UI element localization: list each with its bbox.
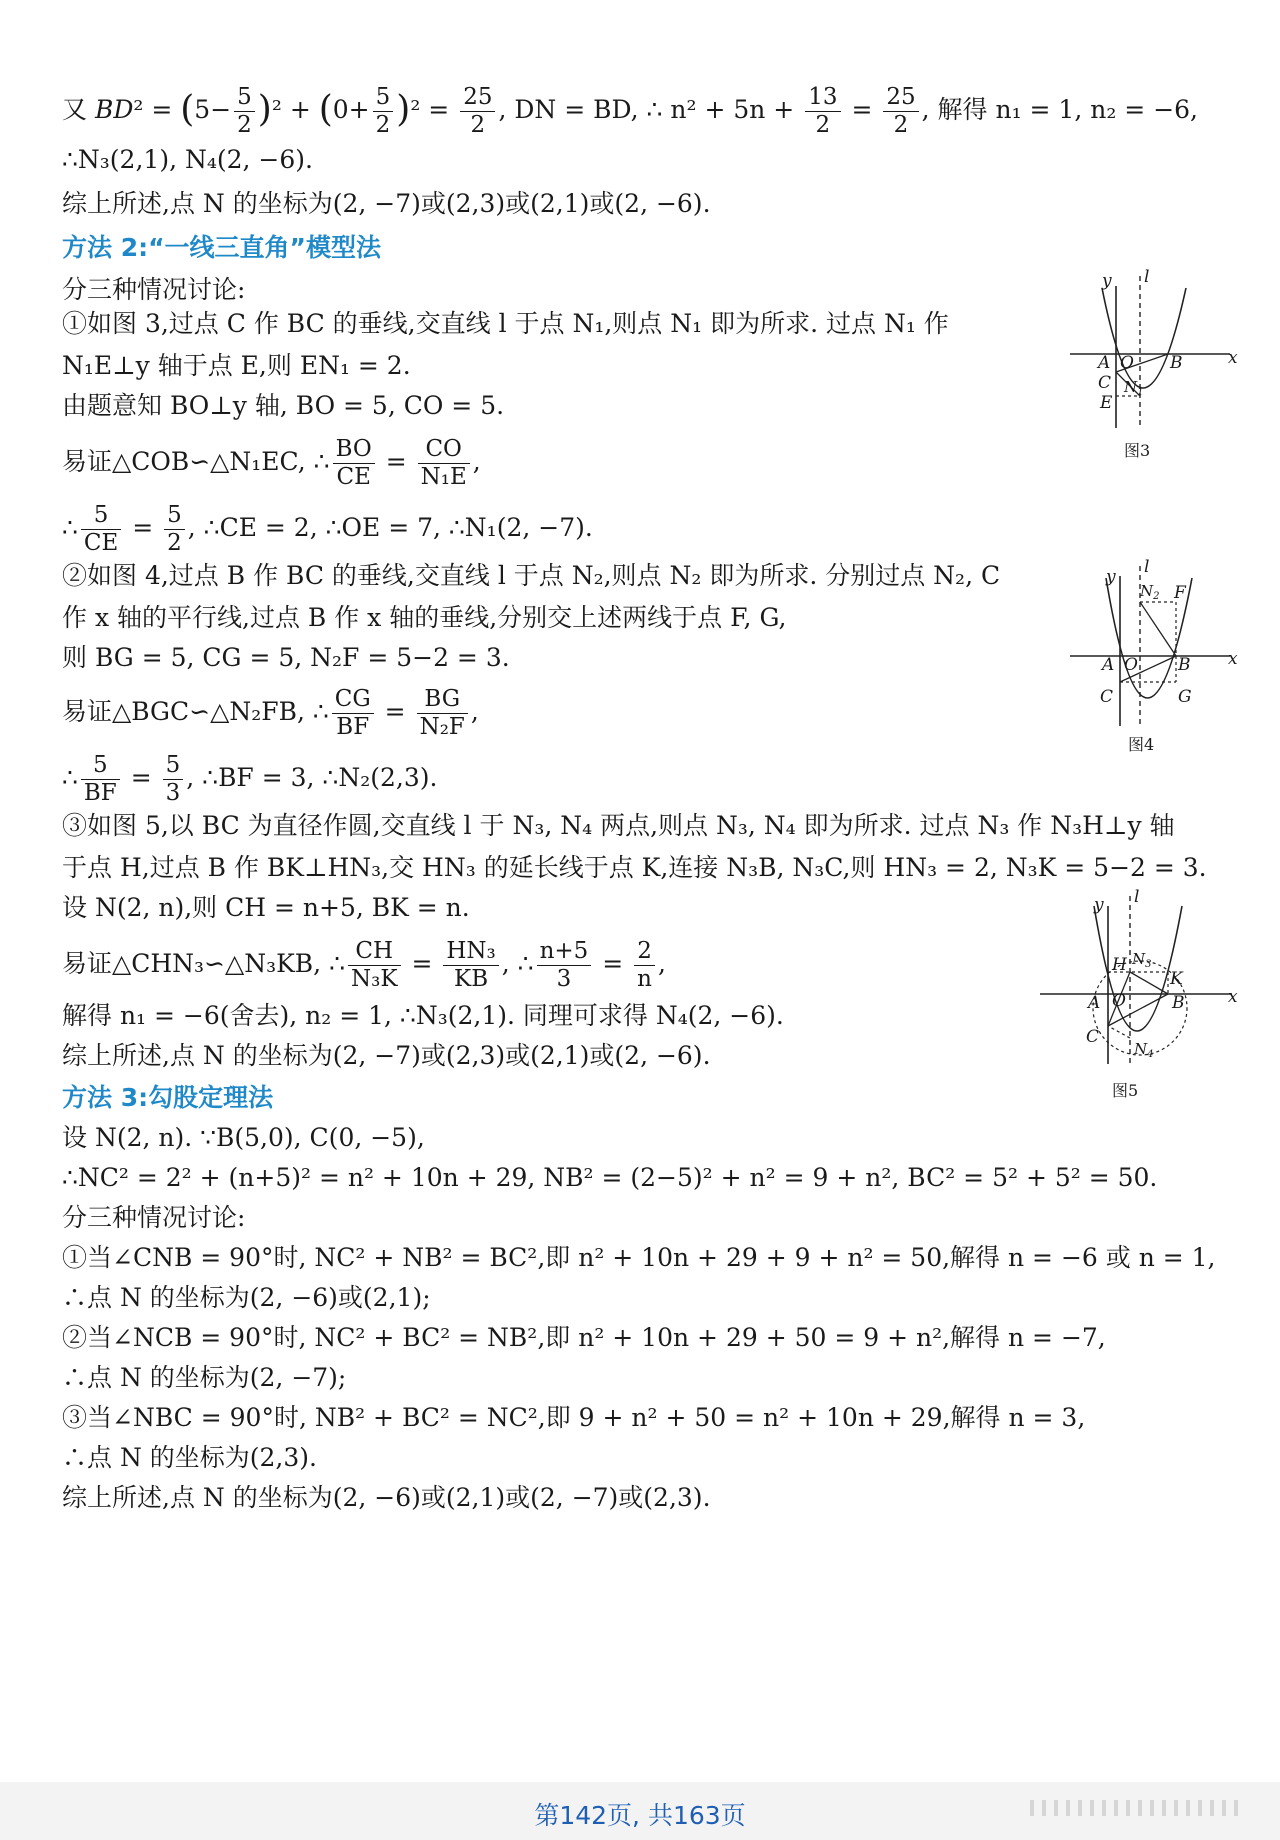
label-n2: $N_2$ (1140, 582, 1160, 602)
label-f: F (1174, 583, 1186, 603)
text-line: 分三种情况讨论: (62, 1203, 246, 1232)
figure-5 (1036, 886, 1236, 1106)
parabola (1094, 906, 1182, 1031)
text-line: ∴NC² = 2² + (n+5)² = n² + 10n + 29, NB² = (2−5)² + n² = 9 + n², BC² = 5² + 5² = 50. (62, 1163, 1158, 1192)
page-number: 第142页, 共163页 (534, 1801, 746, 1830)
label-l: l (1144, 267, 1150, 287)
text-line: 易证△CHN₃∽△N₃KB, ∴ $\frac{CH}{\text{N₃K}}$ = $\frac{\text{HN₃}}{KB}$ , ∴ $\frac{n+5}{3}$ = $\frac{2}{n}$ , (62, 938, 666, 992)
text-line: 作 x 轴的平行线,过点 B 作 x 轴的垂线,分别交上述两线于点 F, G, (62, 603, 787, 632)
label-l: l (1134, 887, 1140, 907)
label-y: y (1094, 895, 1104, 915)
text-line: 则 BG = 5, CG = 5, N₂F = 5−2 = 3. (62, 643, 510, 672)
text-line: ∴点 N 的坐标为(2,3). (62, 1443, 317, 1472)
fraction: $\frac{CO}{\text{N₁E}}$ (418, 438, 470, 489)
text-line: ∴点 N 的坐标为(2, −6)或(2,1); (62, 1283, 431, 1312)
text-line: 又 BD² = (5− $\frac{5}{2}$ )² + (0+ $\frac{5}{2}$ )² = $\frac{25}{2}$ , DN = BD, ∴ n² + 5n + $\frac{13}{2}$ = $\frac{25}{2}$ , 解得 n₁ = 1, n₂ = −6, (62, 84, 1198, 138)
label-g: G (1178, 687, 1192, 707)
fraction: $\frac{5}{BF}$ (81, 754, 120, 805)
label-h: H (1112, 955, 1127, 975)
label-b: B (1170, 353, 1183, 373)
section-heading: 方法 2:“一线三直角”模型法 (62, 233, 381, 262)
text-line: 分三种情况讨论: (62, 275, 246, 304)
fraction: $\frac{2}{n}$ (634, 940, 655, 991)
text-line: ②当∠NCB = 90°时, NC² + BC² = NB²,即 n² + 10n + 29 + 50 = 9 + n²,解得 n = −7, (62, 1323, 1106, 1352)
text-line: ①当∠CNB = 90°时, NC² + NB² = BC²,即 n² + 10n + 29 + 9 + n² = 50,解得 n = −6 或 n = 1, (62, 1243, 1216, 1272)
text-line: 易证△COB∽△N₁EC, ∴ $\frac{BO}{CE}$ = $\frac{CO}{\text{N₁E}}$ , (62, 436, 481, 490)
fraction: $\frac{5}{CE}$ (81, 504, 121, 555)
section-heading: 方法 3:勾股定理法 (62, 1083, 274, 1112)
fraction: $\frac{13}{2}$ (805, 86, 840, 137)
figure-3 (1068, 268, 1238, 468)
label-o: O (1112, 991, 1126, 1011)
text-line: ③当∠NBC = 90°时, NB² + BC² = NC²,即 9 + n² + 50 = n² + 10n + 29,解得 n = 3, (62, 1403, 1086, 1432)
label-e: E (1100, 393, 1113, 413)
label-n1: $N_1$ (1124, 378, 1144, 398)
figure-caption: 图4 (1128, 735, 1155, 754)
figure-4 (1068, 558, 1238, 758)
text-line: 综上所述,点 N 的坐标为(2, −6)或(2,1)或(2, −7)或(2,3). (62, 1483, 711, 1512)
fraction: $\frac{5}{2}$ (373, 86, 394, 137)
fraction: $\frac{CH}{\text{N₃K}}$ (348, 940, 401, 991)
label-x: x (1228, 649, 1238, 669)
label-o: O (1120, 353, 1134, 373)
label-k: K (1170, 969, 1183, 989)
text-line: 于点 H,过点 B 作 BK⊥HN₃,交 HN₃ 的延长线于点 K,连接 N₃B, N₃C,则 HN₃ = 2, N₃K = 5−2 = 3. (62, 853, 1207, 882)
fraction: $\frac{5}{2}$ (164, 504, 185, 555)
label-a: A (1098, 353, 1111, 373)
text-line: 综上所述,点 N 的坐标为(2, −7)或(2,3)或(2,1)或(2, −6). (62, 189, 711, 218)
figure-caption: 图5 (1112, 1081, 1139, 1100)
fraction: $\frac{\text{HN₃}}{KB}$ (443, 940, 498, 991)
fraction: $\frac{n+5}{3}$ (537, 940, 592, 991)
label-n4: $N_4$ (1134, 1040, 1154, 1060)
text-line: ∴N₃(2,1), N₄(2, −6). (62, 145, 313, 174)
text-line: ③如图 5,以 BC 为直径作圆,交直线 l 于 N₃, N₄ 两点,则点 N₃, N₄ 即为所求. 过点 N₃ 作 N₃H⊥y 轴 (62, 811, 1175, 840)
fraction: $\frac{CG}{BF}$ (332, 688, 374, 739)
text-line: 设 N(2, n). ∵B(5,0), C(0, −5), (62, 1123, 425, 1152)
label-y: y (1102, 271, 1112, 291)
label-a: A (1088, 993, 1101, 1013)
text-line: N₁E⊥y 轴于点 E,则 EN₁ = 2. (62, 351, 411, 380)
label-a: A (1102, 655, 1115, 675)
label-c: C (1100, 687, 1114, 707)
text-line: 易证△BGC∽△N₂FB, ∴ $\frac{CG}{BF}$ = $\frac{BG}{\text{N₂F}}$ , (62, 686, 479, 740)
fraction: $\frac{BG}{\text{N₂F}}$ (417, 688, 468, 739)
parabola (1102, 288, 1186, 388)
text-line: 综上所述,点 N 的坐标为(2, −7)或(2,3)或(2,1)或(2, −6). (62, 1041, 711, 1070)
label-c: C (1086, 1027, 1100, 1047)
label-o: O (1124, 655, 1138, 675)
text-line: ∴点 N 的坐标为(2, −7); (62, 1363, 347, 1392)
label-l: l (1144, 557, 1150, 577)
fraction: $\frac{5}{2}$ (234, 86, 255, 137)
fraction: $\frac{25}{2}$ (460, 86, 495, 137)
label-x: x (1228, 348, 1238, 368)
fraction: $\frac{BO}{CE}$ (333, 438, 375, 489)
label-b: B (1178, 655, 1191, 675)
text-line: 设 N(2, n),则 CH = n+5, BK = n. (62, 893, 470, 922)
text-line: ∴ $\frac{5}{BF}$ = $\frac{5}{3}$ , ∴BF = 3, ∴N₂(2,3). (62, 752, 438, 806)
text-line: 由题意知 BO⊥y 轴, BO = 5, CO = 5. (62, 391, 505, 420)
figure-caption: 图3 (1124, 441, 1151, 460)
fraction: $\frac{25}{2}$ (883, 86, 918, 137)
text-line: 解得 n₁ = −6(舍去), n₂ = 1, ∴N₃(2,1). 同理可求得 N₄(2, −6). (62, 1001, 784, 1030)
text-line: ②如图 4,过点 B 作 BC 的垂线,交直线 l 于点 N₂,则点 N₂ 即为所求. 分别过点 N₂, C (62, 561, 1001, 590)
text-line: ①如图 3,过点 C 作 BC 的垂线,交直线 l 于点 N₁,则点 N₁ 即为所求. 过点 N₁ 作 (62, 309, 949, 338)
label-y: y (1106, 567, 1116, 587)
label-b: B (1172, 993, 1185, 1013)
fraction: $\frac{5}{3}$ (163, 754, 184, 805)
text-line: ∴ $\frac{5}{CE}$ = $\frac{5}{2}$ , ∴CE = 2, ∴OE = 7, ∴N₁(2, −7). (62, 502, 593, 556)
label-n3: $N_3$ (1132, 950, 1152, 970)
label-c: C (1098, 373, 1112, 393)
label-x: x (1228, 987, 1238, 1007)
